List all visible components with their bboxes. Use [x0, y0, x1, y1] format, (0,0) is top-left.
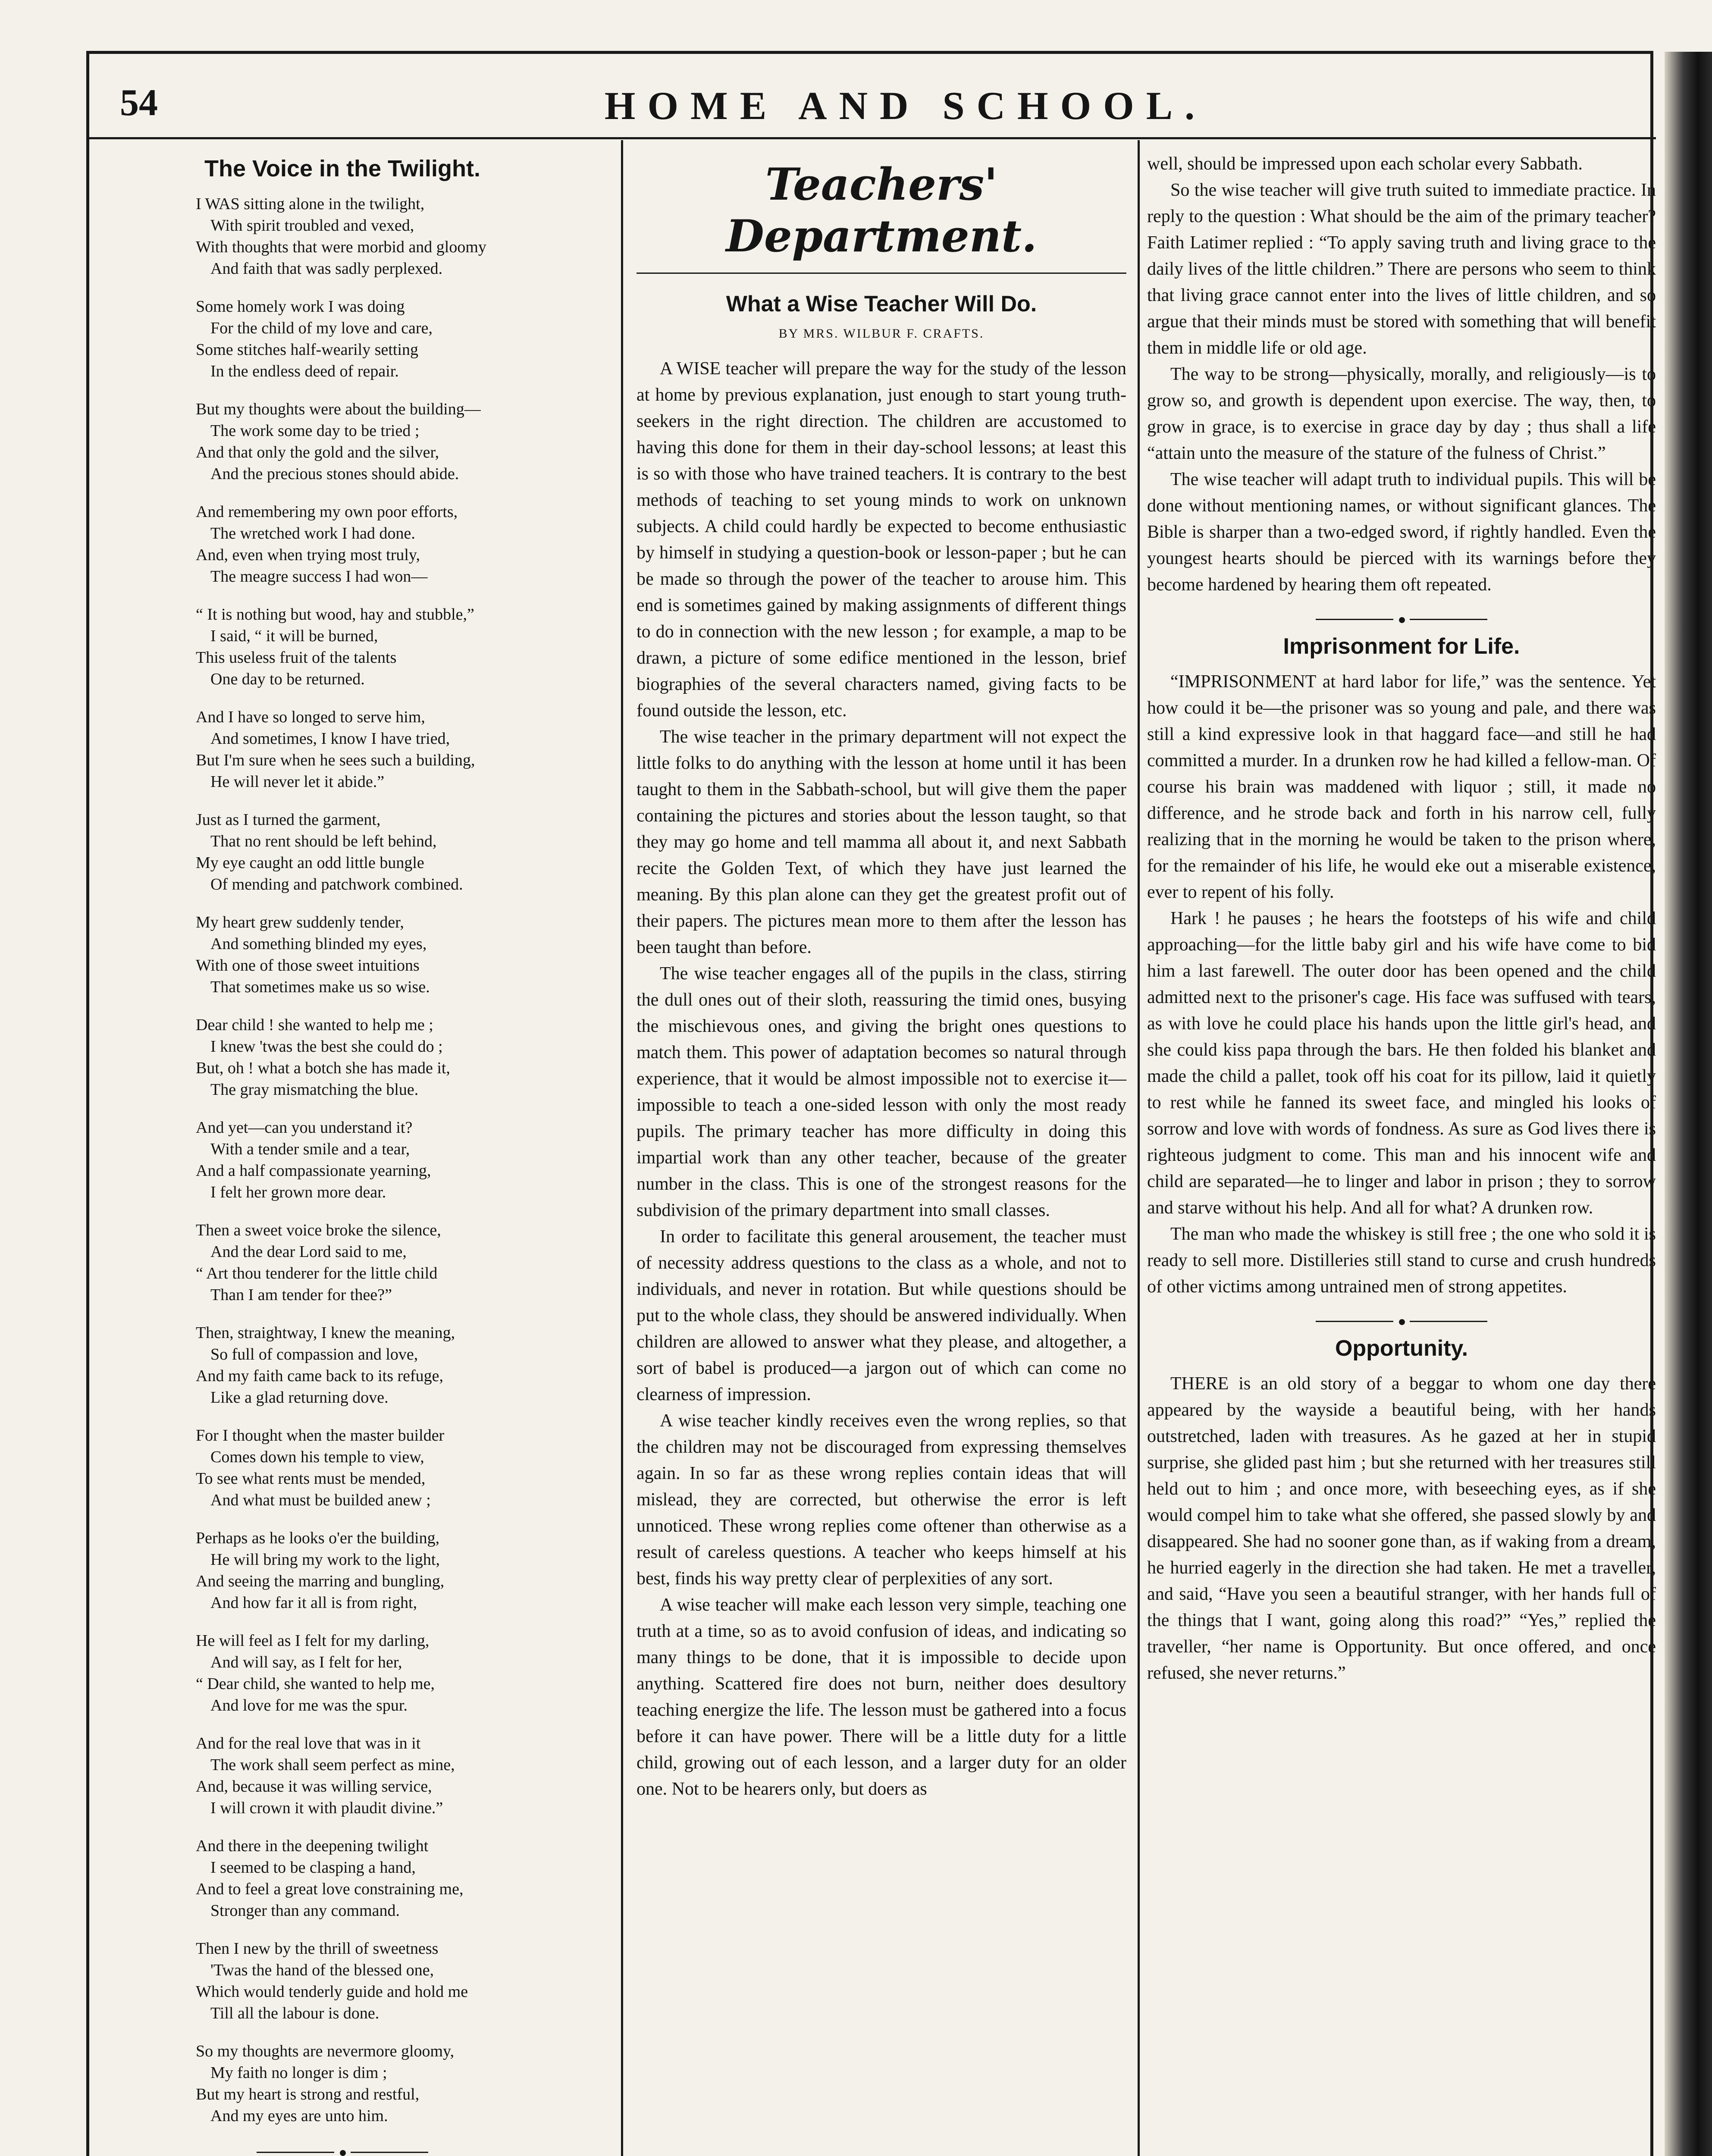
paragraph: THERE is an old story of a beggar to whom one day there appeared by the wayside a beautiful being, with her hands outstretched, laden with treasures. As he gazed at her in stupid surprise, she glided past him ; but she returned with her treasures still held out to him ; and once more, with beseeching eyes, as if she would compel him to take what she offered, she passed slowly by and disappeared. She had no sooner gone than, as if waking from a dream, he hurried eagerly in the direction she had taken. He met a traveller, and said, “Have you seen a beautiful stranger, with her hands full of the things that I want, going along this road?” “Yes,” replied the traveller, “her name is Opportunity. But once offered, and once refused, she never returns.”: [1147, 1374, 1656, 1683]
divider: ●: [1147, 610, 1656, 627]
paragraph: In order to facilitate this general arousement, the teacher must of necessity address questions to the class as a whole, and not to individuals, and never in rotation. But while questions should be put to the whole class, they should be answered individually. When children are allowed to answer what they please, and altogether, a sort of babel is produced—a jargon out of which can come no clearness of impression.: [637, 1227, 1126, 1404]
poem-stanza: [101, 1322, 584, 1408]
poem-line: I felt her grown more dear.: [210, 1183, 386, 1201]
poem-stanza: [101, 501, 584, 587]
poem-line: “ It is nothing but wood, hay and stubble,”: [196, 605, 474, 624]
poem-line: And I have so longed to serve him,: [196, 708, 425, 726]
poem-line: And, even when trying most truly,: [196, 546, 420, 564]
paragraph: So the wise teacher will give truth suited to immediate practice. In reply to the question : What should be the aim of the primary teacher? Faith Latimer replied : “To apply saving truth and living grace to the daily lives of the little children.” There are persons who seem to think that living grace cannot enter into the lives of little children, and so argue that their minds must be stored with something that will benefit them in middle life or old age.: [1147, 180, 1656, 358]
poem-stanza: [101, 604, 584, 690]
poem-line: I knew 'twas the best she could do ;: [210, 1037, 443, 1056]
poem-line: That sometimes make us so wise.: [210, 978, 430, 996]
poem-body: [101, 193, 584, 2127]
poem-line: Than I am tender for thee?”: [210, 1286, 392, 1304]
poem-stanza: [101, 912, 584, 998]
poem-line: Then a sweet voice broke the silence,: [196, 1221, 441, 1239]
poem-line: That no rent should be left behind,: [210, 832, 437, 850]
article-continuation: [1147, 151, 1656, 598]
divider: ●: [101, 2143, 584, 2156]
poem-line: And there in the deepening twilight: [196, 1837, 429, 1855]
poem-line: And the dear Lord said to me,: [210, 1243, 407, 1261]
poem-line: For I thought when the master builder: [196, 1426, 445, 1445]
poem-line: And, because it was willing service,: [196, 1777, 432, 1796]
poem-line: And faith that was sadly perplexed.: [210, 260, 443, 278]
poem-stanza: [101, 1630, 584, 1716]
poem-line: And will say, as I felt for her,: [210, 1653, 402, 1671]
poem-stanza: [101, 1425, 584, 1511]
poem-line: And something blinded my eyes,: [210, 935, 427, 953]
poem-line: So full of compassion and love,: [210, 1345, 418, 1363]
poem-stanza: [101, 2040, 584, 2127]
paragraph: “IMPRISONMENT at hard labor for life,” was the sentence. Yet how could it be—the prisoner was so young and pale, and there was still a kind expressive look in that haggard face—and still he had committed a murder. In a drunken row he had killed a fellow-man. Of course his brain was maddened with liquor ; still, it made no difference, and he strode back and forth in his narrow cell, fully realizing that in the morning he would be taken to the prison where, for the remainder of his life, he would eke out a miserable existence, ever to repent of his folly.: [1147, 672, 1656, 903]
poem-line: My eye caught an odd little bungle: [196, 854, 424, 872]
poem-line: Some homely work I was doing: [196, 298, 405, 316]
column-middle: [637, 151, 1126, 1802]
poem-line: And remembering my own poor efforts,: [196, 503, 458, 521]
poem-line: Just as I turned the garment,: [196, 811, 381, 829]
poem-line: Stronger than any command.: [210, 1902, 400, 1920]
poem-line: Then, straightway, I knew the meaning,: [196, 1324, 455, 1342]
poem-line: And seeing the marring and bungling,: [196, 1572, 445, 1590]
poem-line: And my eyes are unto him.: [210, 2107, 388, 2125]
poem-line: For the child of my love and care,: [210, 319, 433, 337]
article-body-imprisonment: [1147, 669, 1656, 1300]
poem-line: Which would tenderly guide and hold me: [196, 1983, 468, 2001]
page-number: 54: [120, 82, 158, 124]
poem-stanza: [101, 1938, 584, 2024]
poem-line: And what must be builded anew ;: [210, 1491, 431, 1509]
column-rule-left: [621, 140, 623, 2156]
poem-line: The gray mismatching the blue.: [210, 1081, 419, 1099]
poem-line: And love for me was the spur.: [210, 1696, 408, 1714]
poem-line: I said, “ it will be burned,: [210, 627, 378, 645]
poem-stanza: [101, 809, 584, 895]
poem-line: But my thoughts were about the building—: [196, 400, 481, 418]
poem-line: He will bring my work to the light,: [210, 1551, 440, 1569]
poem-line: With thoughts that were morbid and gloomy: [196, 238, 486, 256]
poem-line: And that only the gold and the silver,: [196, 443, 439, 461]
poem-stanza: [101, 193, 584, 279]
poem-line: But my heart is strong and restful,: [196, 2085, 420, 2103]
poem-title: The Voice in the Twilight.: [204, 156, 480, 182]
poem-line: With one of those sweet intuitions: [196, 956, 420, 975]
poem-line: With spirit troubled and vexed,: [210, 216, 414, 235]
poem-line: And for the real love that was in it: [196, 1734, 421, 1752]
poem-stanza: [101, 1835, 584, 1921]
divider: ●: [1147, 1312, 1656, 1329]
poem-line: Dear child ! she wanted to help me ;: [196, 1016, 433, 1034]
poem-stanza: [101, 398, 584, 485]
paragraph: The wise teacher in the primary department will not expect the little folks to do anything with the lesson at home until it has been taught to them in the Sabbath-school, but will give them the paper containing the pictures and stories about the lesson taught, so that they may go home and tell mamma all about it, and next Sabbath recite the Golden Text, of which they have just learned the meaning. By this plan alone can they get the greatest profit out of their papers. The pictures mean more to them after the lesson has been taught than before.: [637, 727, 1126, 957]
poem-line: One day to be returned.: [210, 670, 365, 688]
poem-line: “ Dear child, she wanted to help me,: [196, 1675, 435, 1693]
article-body-wise-teacher: [637, 356, 1126, 1802]
poem-line: “ Art thou tenderer for the little child: [196, 1264, 438, 1282]
poem-line: Of mending and patchwork combined.: [210, 875, 463, 893]
poem-line: 'Twas the hand of the blessed one,: [210, 1961, 434, 1979]
poem-line: And my faith came back to its refuge,: [196, 1367, 444, 1385]
poem-line: He will feel as I felt for my darling,: [196, 1632, 430, 1650]
poem-line: With a tender smile and a tear,: [210, 1140, 410, 1158]
paragraph: The man who made the whiskey is still free ; the one who sold it is ready to sell more. Distilleries still stand to curse and crush hundreds of other victims among untrained men of strong appetites.: [1147, 1224, 1656, 1297]
article-title-imprisonment: Imprisonment for Life.: [1283, 634, 1520, 659]
article-title-wise-teacher: What a Wise Teacher Will Do.: [726, 291, 1037, 317]
poem-line: But, oh ! what a botch she has made it,: [196, 1059, 450, 1077]
poem-line: He will never let it abide.”: [210, 773, 385, 791]
paragraph: The wise teacher will adapt truth to individual pupils. This will be done without mentioning names, or without significant glances. The Bible is sharper than a two-edged sword, if rightly handled. Even the youngest hearts should be pierced with its warnings before they become hardened by hearing them oft repeated.: [1147, 470, 1656, 595]
poem-line: And how far it all is from right,: [210, 1594, 417, 1612]
poem-stanza: [101, 296, 584, 382]
poem-line: Like a glad returning dove.: [210, 1388, 389, 1407]
poem-stanza: [101, 1014, 584, 1100]
poem-stanza: [101, 1219, 584, 1306]
masthead: HOME AND SCHOOL.: [604, 84, 1207, 128]
article-body-opportunity: [1147, 1371, 1656, 1686]
column-right: [1147, 151, 1656, 1686]
column-left: [101, 151, 584, 2156]
poem-line: Perhaps as he looks o'er the building,: [196, 1529, 440, 1547]
poem-line: The meagre success I had won—: [210, 567, 428, 586]
poem-line: So my thoughts are nevermore gloomy,: [196, 2042, 455, 2060]
poem-line: And to feel a great love constraining me,: [196, 1880, 464, 1898]
poem-stanza: [101, 706, 584, 793]
poem-line: Some stitches half-wearily setting: [196, 341, 419, 359]
department-rule: [637, 273, 1126, 274]
poem-stanza: [101, 1117, 584, 1203]
department-title: Teachers' Department.: [726, 159, 1037, 262]
poem-line: Then I new by the thrill of sweetness: [196, 1940, 439, 1958]
poem-line: And sometimes, I know I have tried,: [210, 730, 450, 748]
poem-line: But I'm sure when he sees such a building,: [196, 751, 475, 769]
header-rule: [86, 137, 1656, 139]
poem-line: And a half compassionate yearning,: [196, 1162, 431, 1180]
poem-line: In the endless deed of repair.: [210, 362, 399, 380]
poem-line: I seemed to be clasping a hand,: [210, 1858, 416, 1877]
adjacent-page-edge: [1665, 52, 1712, 2156]
paragraph: A wise teacher kindly receives even the wrong replies, so that the children may not be discouraged from expressing themselves again. In so far as these wrong replies contain ideas that will mislead, they are corrected, but otherwise the error is left unnoticed. These wrong replies come oftener than otherwise as a result of careless questions. A teacher who keeps himself at his best, finds his way pretty clear of perplexities of any sort.: [637, 1411, 1126, 1589]
poem-stanza: [101, 1527, 584, 1614]
paragraph: Hark ! he pauses ; he hears the footsteps of his wife and child approaching—for the little baby girl and his wife have come to bid him a last farewell. The outer door has been opened and the child admitted next to the prisoner's cage. His face was suffused with tears, as with love he could place his hands upon the little girl's head, and she could kiss papa through the bars. He then folded his blanket and made the child a pallet, took off his coat for its pillow, laid it quietly to rest while he fanned its sweet face, and mingled his looks of sorrow and love with words of fondness. As sure as God lives there is righteous judgment to come. This man and his innocent wife and child are separated—he to linger and labor in prison ; they to sorrow and starve without his help. And all for what? A drunken row.: [1147, 909, 1656, 1218]
poem-line: To see what rents must be mended,: [196, 1470, 426, 1488]
poem-line: This useless fruit of the talents: [196, 649, 397, 667]
poem-stanza: [101, 1733, 584, 1819]
poem-line: My heart grew suddenly tender,: [196, 913, 404, 931]
paragraph: A WISE teacher will prepare the way for the study of the lesson at home by previous explanation, just enough to start young truth-seekers in the right direction. The children are accustomed to having this done for them in their day-school lessons; at least this is so with those who have trained teachers. It is contrary to the best methods of teaching to set young minds to work on unknown subjects. A child could hardly be expected to become enthusiastic by himself in studying a question-book or lesson-paper ; but he can be made so through the power of the teacher to arouse him. This end is sometimes gained by making assignments of different things to do in connection with the new lesson ; for example, a map to be drawn, a picture of some edifice mentioned in the lesson, brief biographies of the several characters named, giving facts to be found outside the lesson, etc.: [637, 359, 1126, 721]
poem-line: My faith no longer is dim ;: [210, 2064, 387, 2082]
article-title-opportunity: Opportunity.: [1335, 1336, 1468, 1361]
byline: BY MRS. WILBUR F. CRAFTS.: [778, 326, 985, 341]
column-rule-right: [1138, 140, 1140, 2156]
paragraph: well, should be impressed upon each scholar every Sabbath.: [1147, 154, 1583, 174]
paragraph: A wise teacher will make each lesson very simple, teaching one truth at a time, so as to avoid confusion of ideas, and indicating so many things to be done, that it is impossible to decide upon anything. Scattered fire does not burn, neither does desultory teaching energize the life. The lesson must be gathered into a focus before it can have power. There will be a little duty for a little child, growing out of each lesson, and a larger duty for an older one. Not to be hearers only, but doers as: [637, 1595, 1126, 1799]
paragraph: The way to be strong—physically, morally, and religiously—is to grow so, and growth is dependent upon exercise. The way, then, to grow in grace, is to exercise in grace day by day ; thus shall a life “attain unto the measure of the stature of the fulness of Christ.”: [1147, 364, 1656, 463]
poem-line: I will crown it with plaudit divine.”: [210, 1799, 443, 1817]
poem-line: Till all the labour is done.: [210, 2004, 379, 2022]
paragraph: The wise teacher engages all of the pupils in the class, stirring the dull ones out of their sloth, reassuring the timid ones, busying the mischievous ones, and giving the bright ones questions to match them. This power of adaptation becomes so natural through experience, that it would be almost impossible not to exercise it—impossible to teach a one-sided lesson with only the most ready pupils. The primary teacher has more difficulty in doing this impartial work than any other teacher, because of the greater number in the class. This is one of the strongest reasons for the subdivision of the primary department into small classes.: [637, 964, 1126, 1220]
poem-line: Comes down his temple to view,: [210, 1448, 424, 1466]
poem-line: The wretched work I had done.: [210, 524, 415, 542]
poem-line: The work shall seem perfect as mine,: [210, 1756, 455, 1774]
poem-line: The work some day to be tried ;: [210, 422, 420, 440]
poem-line: And the precious stones should abide.: [210, 465, 459, 483]
poem-line: I WAS sitting alone in the twilight,: [196, 195, 425, 213]
poem-line: And yet—can you understand it?: [196, 1119, 413, 1137]
